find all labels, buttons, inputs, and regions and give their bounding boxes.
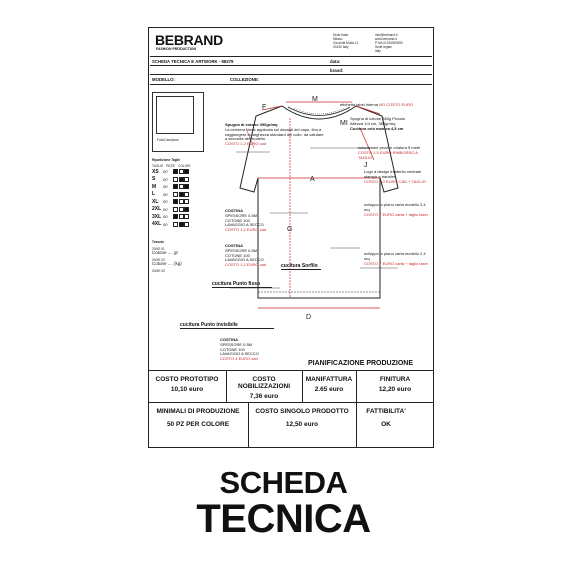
brand-subtitle: FASHION PRODUCTION	[156, 47, 197, 51]
manifattura: MANIFATTURA 2.65 euro	[305, 376, 353, 393]
size-row: L 00	[152, 191, 204, 199]
fabric-block: Tessuto 20/4E 01 Cotone .... gr 20/4E 02 Cotone .... (kg) 20/4E 03	[152, 240, 182, 273]
annot-punto-fisso: cucitura Punto fisso	[212, 282, 272, 288]
collezione-label: COLLEZIONE:	[230, 77, 260, 82]
dim-f: F	[262, 104, 267, 111]
annot-sorfilo: cucitura Sorfilo	[281, 264, 321, 270]
size-row: 3XL 00	[152, 213, 204, 221]
costo-prototipo: COSTO PROTOTIPO 10,10 euro	[155, 376, 219, 393]
annot-logo: Logo a design trasferito centrale stampa a transfer COSTO 1,0 EURO CAD + TAGLIO	[364, 169, 426, 184]
annot-etichetta: etichetta label interna NO COSTO EURO	[340, 102, 414, 107]
size-row: XS 00	[152, 168, 204, 176]
caption-line-2: TECNICA	[196, 497, 371, 541]
photo-placeholder	[156, 96, 194, 134]
size-row: S 00	[152, 176, 204, 184]
costo-nobilizzazioni: COSTO NOBILIZZAZIONI 7,36 euro	[238, 376, 290, 400]
data-label: data:	[330, 59, 341, 64]
annot-colorazione: colorazione pezzi e orlatura 5 metri COSTO 1,0 EURO RIMBORSO A TAGLIO	[358, 145, 421, 160]
annot-spugna2: Spugna di cotone 380g Piccolo Altezza 1/4 cm, 380gr/mq Cucitura orlo manica 4,5 cm	[350, 116, 406, 131]
annot-sviluppo2: sviluppo in piano carta modello 2,4 mq COSTO 7 EURO carta + taglio laser	[364, 251, 429, 266]
size-table: Ripartizione Taglie TAGLIE PEZZI COLORI XS 00 S 00 M 00 L 00 XL 00 2XL 00 3XL 00 4XL 00	[152, 158, 204, 228]
dim-j: J	[364, 162, 368, 169]
costo-singolo: COSTO SINGOLO PRODOTTO 12,50 euro	[255, 408, 349, 428]
size-row: XL 00	[152, 198, 204, 206]
size-row: 2XL 00	[152, 206, 204, 214]
dim-g: G	[287, 226, 293, 233]
modello-label: MODELLO:	[152, 77, 175, 82]
planning-title: PIANIFICAZIONE PRODUZIONE	[308, 360, 414, 367]
minimali: MINIMALI DI PRODUZIONE 50 PZ PER COLORE	[156, 408, 240, 428]
address-right: info@bebrand.it www.bebrand.it P.IVA 01234567890 Sede legale Italy	[375, 33, 403, 53]
annot-costina3: COSTINA SPESSORE 0.5M COTONE 100 LAVAGGIO A SECCO COSTO 4 EURO cad	[220, 337, 259, 362]
dim-a: A	[310, 176, 315, 183]
annot-costina1: COSTINA SPESSORE 0.5M COTONE 100 LAVAGGIO A SECCO COSTO 1,2 EURO cad	[225, 208, 267, 233]
scheda-label: SCHEDA TECNICA E ARTWORK - 98379	[152, 59, 234, 64]
annot-sviluppo1: sviluppo in piano carta modello 2,4 mq COSTO 7 EURO carta + taglio laser	[364, 202, 429, 217]
caption-line-1: SCHEDA	[219, 465, 348, 500]
size-row: 4XL 00	[152, 221, 204, 229]
photo-caption: Foto/Campione	[157, 138, 179, 142]
brand-label: brand:	[330, 68, 344, 73]
finitura: FINITURA 12,20 euro	[378, 376, 412, 393]
fattibilita: FATTIBILITA' OK	[366, 408, 406, 428]
dim-mi: MI	[340, 120, 348, 127]
size-row: M 00	[152, 183, 204, 191]
annot-spugna: Spugna di cotone 390gr/mq La cerniera viene applicata sul davanti del capo, fino a raggiungere la larghezza standard del collo, da valutare a seconda del modello. COSTO 1,2 EURO cad	[225, 122, 324, 147]
dim-m: M	[312, 96, 318, 103]
annot-invisibile: cucitura Punto invisibile	[180, 323, 274, 329]
brand-logo: BEBRAND	[155, 32, 223, 48]
dim-d: D	[306, 314, 312, 321]
address-left: Sede Italia Milano Via della Moda 12 20100 Italy	[333, 33, 359, 49]
annot-costina2: COSTINA SPESSORE 0.5M COTONE 100 LAVAGGIO A SECCO COSTO 1,2 EURO cad	[225, 243, 267, 268]
